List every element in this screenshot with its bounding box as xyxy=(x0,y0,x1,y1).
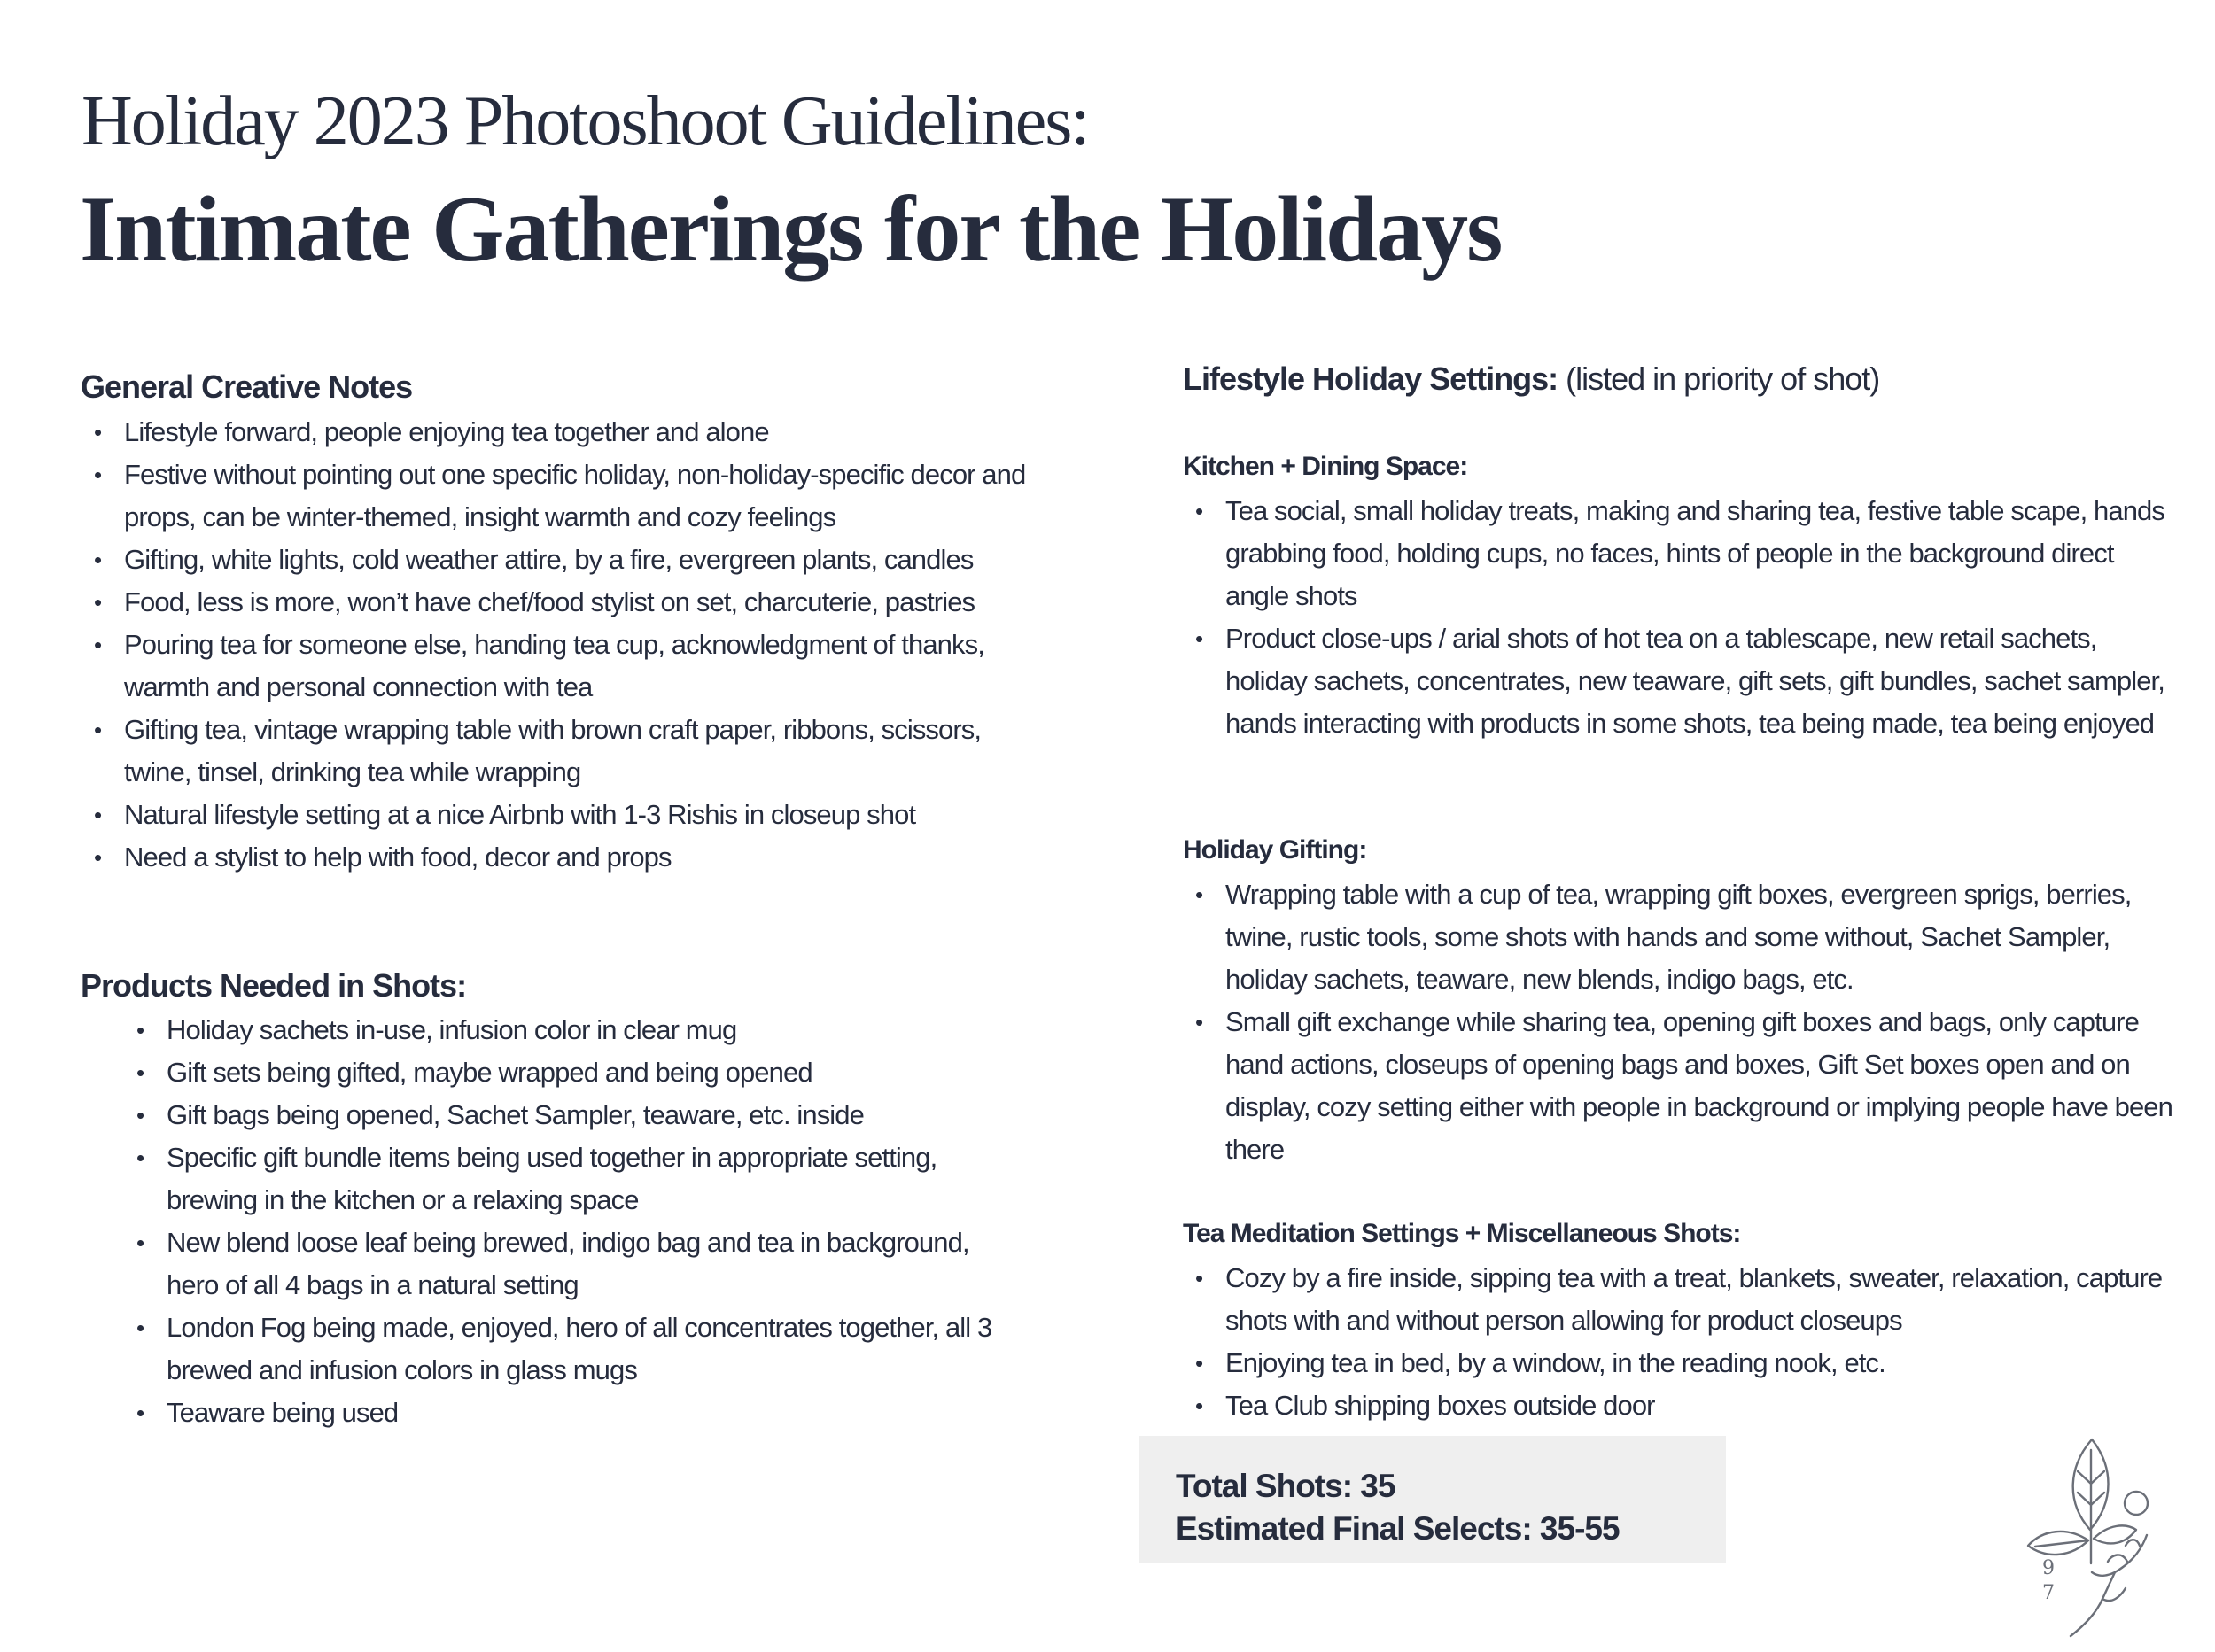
estimated-final-selects: Estimated Final Selects: 35-55 xyxy=(1176,1510,1620,1547)
list-item: • Gift sets being gifted, maybe wrapped and being opened xyxy=(124,1051,1010,1094)
list-item: • New blend loose leaf being brewed, indigo bag and tea in background, hero of all 4 bags in a natural setting xyxy=(124,1222,1010,1307)
list-item: • Festive without pointing out one specific holiday, non-holiday-specific decor and props, can be winter-themed, insight warmth and cozy feelings xyxy=(82,454,1038,539)
products-list xyxy=(124,1009,1010,1434)
list-item: • Small gift exchange while sharing tea, opening gift boxes and bags, only capture hand actions, closeups of opening bags and boxes, Gift Set boxes open and on display, cozy setting either with people in background or implying people have been there xyxy=(1183,1001,2175,1171)
hand-holding-leaf-logo-icon xyxy=(2023,1431,2164,1652)
totals-box xyxy=(1139,1436,1726,1563)
holiday-gifting-list xyxy=(1183,873,2175,1171)
list-item: • Cozy by a fire inside, sipping tea with a treat, blankets, sweater, relaxation, capture shots with and without person allowing for product closeups xyxy=(1183,1257,2175,1342)
settings-heading xyxy=(1183,361,1879,398)
page-title-line-2: Intimate Gatherings for the Holidays xyxy=(80,177,1502,281)
holiday-gifting-heading: Holiday Gifting: xyxy=(1183,835,1367,865)
list-item: • Gifting, white lights, cold weather attire, by a fire, evergreen plants, candles xyxy=(82,539,1038,581)
list-item: • Gift bags being opened, Sachet Sampler, teaware, etc. inside xyxy=(124,1094,1010,1136)
list-item: • Gifting tea, vintage wrapping table with brown craft paper, ribbons, scissors, twine, tinsel, drinking tea while wrapping xyxy=(82,709,1038,794)
list-item: • London Fog being made, enjoyed, hero of all concentrates together, all 3 brewed and infusion colors in glass mugs xyxy=(124,1307,1010,1392)
products-heading: Products Needed in Shots: xyxy=(81,967,467,1004)
general-notes-list xyxy=(82,411,1038,879)
logo-mark-7: 7 xyxy=(2042,1582,2055,1604)
logo-mark-9: 9 xyxy=(2042,1557,2055,1579)
list-item: • Holiday sachets in-use, infusion color in clear mug xyxy=(124,1009,1010,1051)
settings-heading-text: Lifestyle Holiday Settings: xyxy=(1183,361,1558,397)
kitchen-dining-list xyxy=(1183,490,2175,745)
list-item: • Specific gift bundle items being used together in appropriate setting, brewing in the kitchen or a relaxing space xyxy=(124,1136,1010,1222)
settings-priority-note: (listed in priority of shot) xyxy=(1566,361,1880,397)
list-item: • Pouring tea for someone else, handing tea cup, acknowledgment of thanks, warmth and personal connection with tea xyxy=(82,624,1038,709)
list-item: • Teaware being used xyxy=(124,1392,1010,1434)
page-title-line-1: Holiday 2023 Photoshoot Guidelines: xyxy=(82,82,1089,160)
general-notes-heading: General Creative Notes xyxy=(81,368,413,405)
list-item: • Tea social, small holiday treats, making and sharing tea, festive table scape, hands grabbing food, holding cups, no faces, hints of people in the background direct angle shots xyxy=(1183,490,2175,617)
list-item: • Tea Club shipping boxes outside door xyxy=(1183,1384,2175,1427)
list-item: • Wrapping table with a cup of tea, wrapping gift boxes, evergreen sprigs, berries, twine, rustic tools, some shots with hands and some without, Sachet Sampler, holiday sachets, teaware, new blends, indigo bags, etc. xyxy=(1183,873,2175,1001)
list-item: • Food, less is more, won’t have chef/food stylist on set, charcuterie, pastries xyxy=(82,581,1038,624)
list-item: • Need a stylist to help with food, decor and props xyxy=(82,836,1038,879)
list-item: • Lifestyle forward, people enjoying tea together and alone xyxy=(82,411,1038,454)
list-item: • Product close-ups / arial shots of hot tea on a tablescape, new retail sachets, holiday sachets, concentrates, new teaware, gift sets, gift bundles, sachet sampler, hands interacting with products in some shots, tea being made, tea being enjoyed xyxy=(1183,617,2175,745)
tea-meditation-list xyxy=(1183,1257,2175,1427)
total-shots: Total Shots: 35 xyxy=(1176,1468,1395,1504)
list-item: • Enjoying tea in bed, by a window, in the reading nook, etc. xyxy=(1183,1342,2175,1384)
kitchen-dining-heading: Kitchen + Dining Space: xyxy=(1183,452,1468,481)
tea-meditation-heading: Tea Meditation Settings + Miscellaneous Shots: xyxy=(1183,1219,1741,1248)
list-item: • Natural lifestyle setting at a nice Airbnb with 1-3 Rishis in closeup shot xyxy=(82,794,1038,836)
